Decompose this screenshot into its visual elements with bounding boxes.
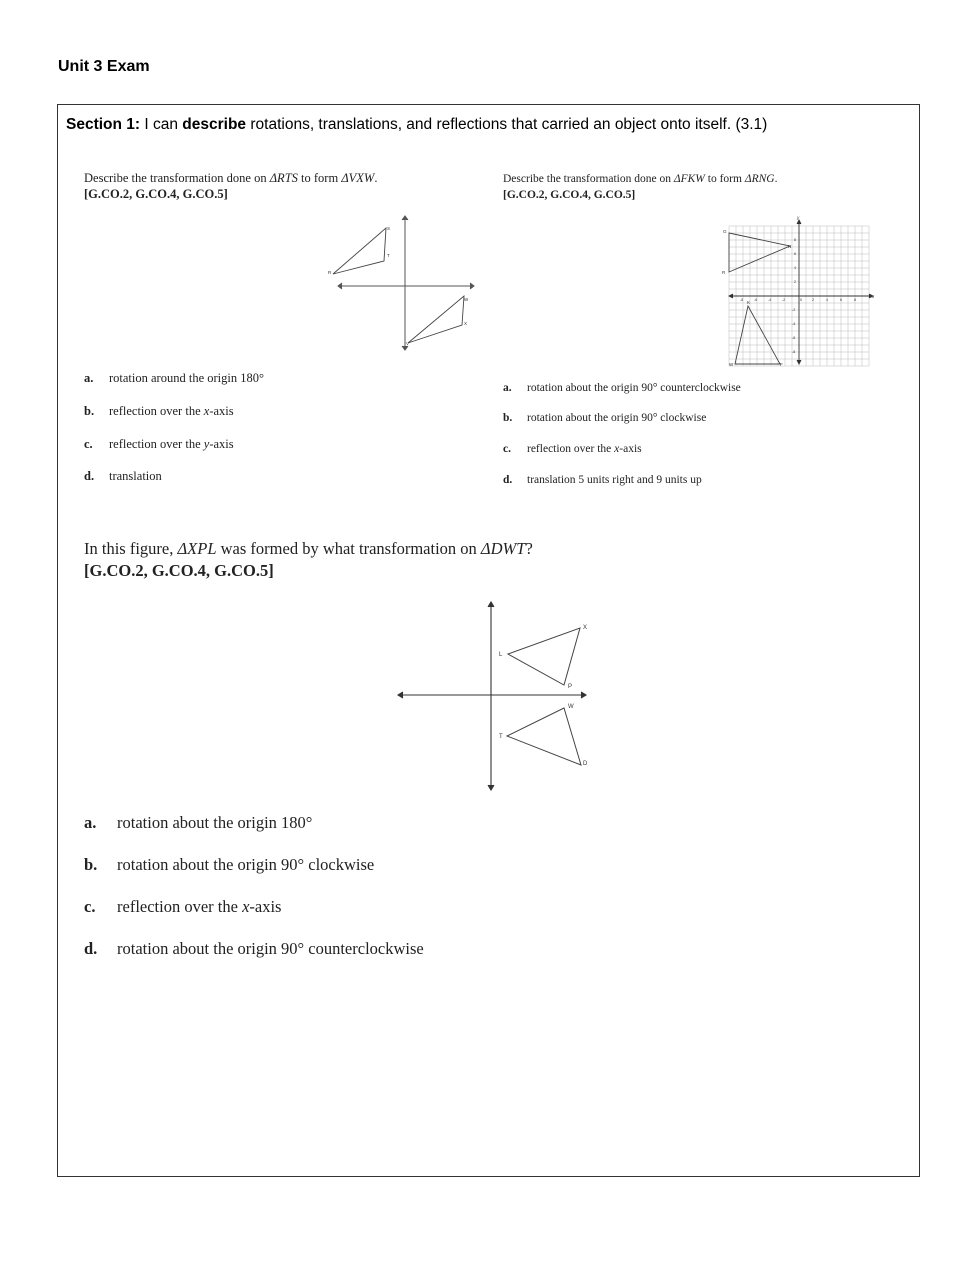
question-3-figure (392, 598, 598, 794)
q1-label-t: T (387, 253, 390, 258)
q3-label-w: W (568, 704, 574, 710)
question-1-option-b: b. reflection over the x-axis (84, 404, 234, 418)
q2-label-k: K (747, 300, 751, 305)
q2-ytick: -8 (792, 350, 796, 354)
question-1-standards: [G.CO.2, G.CO.4, G.CO.5] (84, 187, 228, 201)
question-2-prompt: Describe the transformation done on ΔFKW to form ΔRNG. [G.CO.2, G.CO.4, G.CO.5] (503, 173, 778, 201)
q2-ytick: 8 (794, 238, 796, 242)
question-3-option-b: b. rotation about the origin 90° clockwise (84, 855, 375, 874)
q2-label-f: F (780, 362, 783, 367)
q2-ytick: -4 (792, 322, 796, 326)
q3-label-t: T (499, 734, 503, 740)
question-2-option-a: a. rotation about the origin 90° counterclockwise (503, 382, 741, 394)
q2-ytick: 2 (794, 280, 796, 284)
question-1-option-c: c. reflection over the y-axis (84, 437, 234, 451)
q2-xtick: 2 (812, 298, 814, 302)
question-3-prompt: In this figure, ΔXPL was formed by what transformation on ΔDWT? [G.CO.2, G.CO.4, G.CO.5] (84, 539, 533, 580)
q2-label-n: N (788, 244, 792, 249)
q2-xtick: 8 (854, 298, 856, 302)
q2-ytick: -2 (792, 308, 796, 312)
question-1-option-a: a. rotation around the origin 180° (84, 371, 264, 385)
q2-xtick: -8 (740, 298, 744, 302)
q2-xtick: 6 (840, 298, 842, 302)
q2-xtick: -6 (754, 298, 758, 302)
question-3-option-d: d. rotation about the origin 90° counterclockwise (84, 939, 424, 958)
question-1-prompt: Describe the transformation done on ΔRTS to form ΔVXW. [G.CO.2, G.CO.4, G.CO.5] (84, 171, 378, 201)
question-2-option-c: c. reflection over the x-axis (503, 443, 642, 455)
page-title: Unit 3 Exam (58, 58, 150, 75)
q1-label-x: X (464, 321, 468, 326)
q2-xtick: 4 (826, 298, 828, 302)
q1-label-v: V (406, 341, 410, 346)
q3-label-d: D (583, 761, 588, 767)
question-2-option-d: d. translation 5 units right and 9 units up (503, 474, 702, 486)
q3-label-p: P (568, 684, 573, 690)
q2-xtick: -2 (782, 298, 786, 302)
q2-xtick: -4 (768, 298, 772, 302)
q2-label-r: R (722, 270, 726, 275)
question-3-option-c: c. reflection over the x-axis (84, 897, 282, 916)
question-1-option-d: d. translation (84, 469, 162, 483)
q3-label-x: X (583, 625, 588, 631)
section-heading: Section 1: I can describe rotations, translations, and reflections that carried an object onto itself. (3.1) (66, 116, 768, 133)
q1-label-s: S (387, 226, 391, 231)
q2-xtick: 0 (800, 298, 802, 302)
question-2-standards: [G.CO.2, G.CO.4, G.CO.5] (503, 189, 636, 201)
q2-ytick: 6 (794, 252, 796, 256)
q3-label-l: L (499, 652, 503, 658)
question-3-standards: [G.CO.2, G.CO.4, G.CO.5] (84, 561, 274, 580)
question-2-option-b: b. rotation about the origin 90° clockwise (503, 412, 707, 424)
q1-label-r: R (328, 270, 332, 275)
question-2-coordinate-grid (721, 212, 879, 368)
q2-label-w: W (729, 362, 734, 367)
q2-ytick: 4 (794, 266, 796, 270)
q2-axis-y: y (797, 215, 800, 220)
question-1-figure (328, 212, 478, 354)
question-3-option-a: a. rotation about the origin 180° (84, 813, 313, 832)
q1-label-w: W (464, 297, 469, 302)
q2-axis-x: x (872, 294, 875, 299)
q2-label-g: G (723, 229, 727, 234)
q2-ytick: -6 (792, 336, 796, 340)
